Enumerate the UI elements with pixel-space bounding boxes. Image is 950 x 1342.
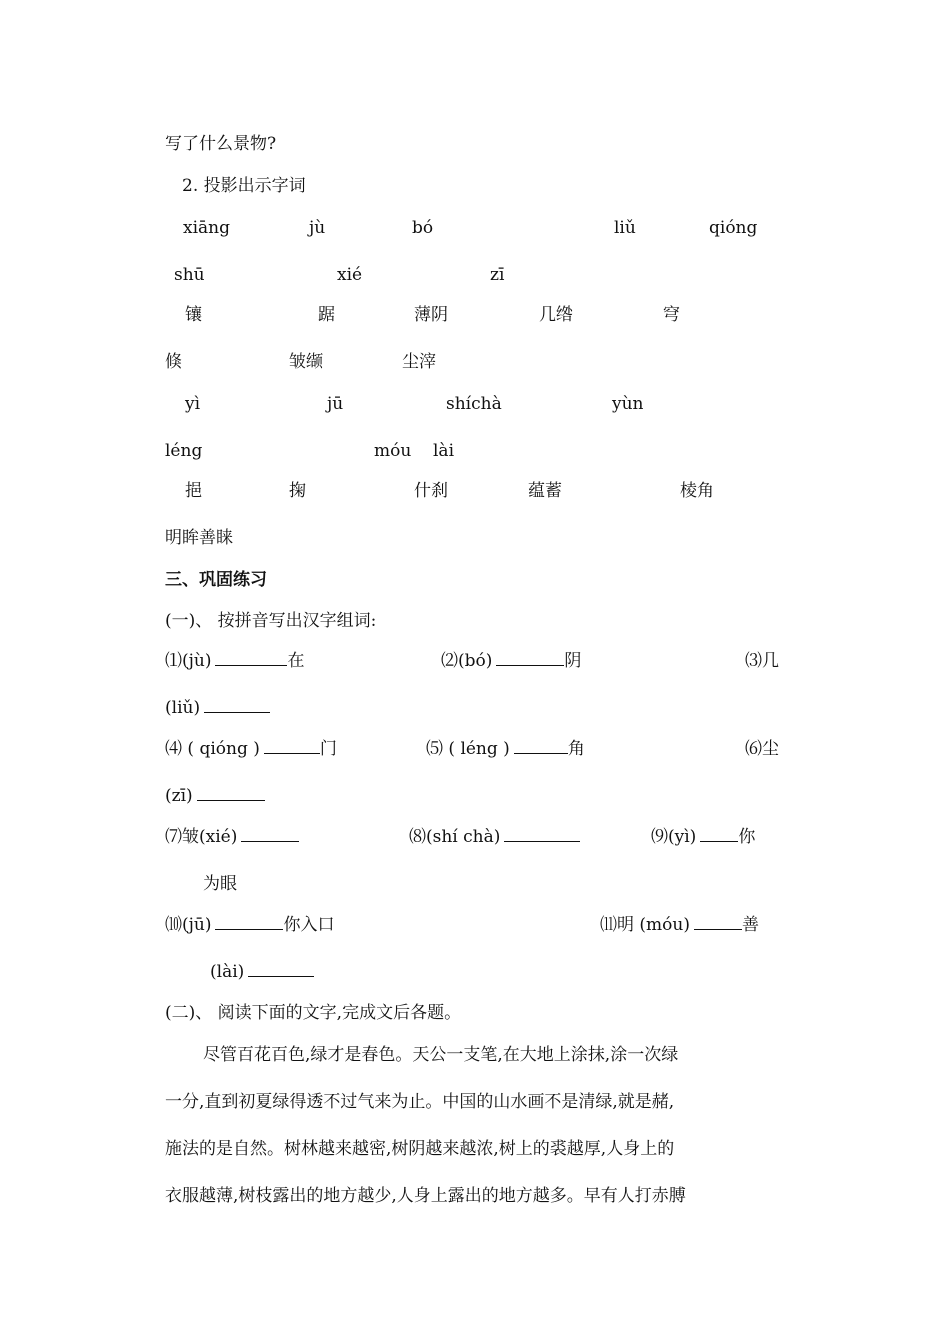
passage-line: 一分,直到初夏绿得透不过气来为止。中国的山水画不是清绿,就是赭, <box>165 1092 675 1112</box>
exercise-1 <box>165 651 304 671</box>
section-title: 三、巩固练习 <box>165 570 267 590</box>
char-zhouxie: 皱缬 <box>289 352 323 372</box>
exercise-6-pinyin: (zī) <box>165 786 193 806</box>
pinyin-xiang: xiāng <box>183 218 230 238</box>
pinyin-yi: yì <box>185 394 201 414</box>
exercise-11-pinyin: (lài) <box>210 962 245 982</box>
pinyin-xie: xié <box>337 265 363 285</box>
exercise-4-suffix: 门 <box>319 739 337 759</box>
exercise-11-cont <box>210 962 314 982</box>
exercise-3-cont <box>165 698 270 718</box>
char-ju: 踞 <box>318 305 335 325</box>
exercise-1-prefix: ⑴(jù) <box>165 651 212 671</box>
exercise-9 <box>651 827 755 847</box>
exercise-10-prefix: ⑽(jū) <box>165 915 212 935</box>
answer-blank-2[interactable] <box>496 651 564 666</box>
exercise-3: ⑶几 <box>745 651 779 671</box>
char-mingmou: 明眸善睐 <box>165 528 233 548</box>
exercise-1-suffix: 在 <box>287 651 305 671</box>
answer-blank-3[interactable] <box>204 698 270 713</box>
char-ju2: 掬 <box>289 481 306 501</box>
exercise-4 <box>165 739 337 759</box>
char-xiang: 镶 <box>185 305 202 325</box>
exercise-8 <box>409 827 580 847</box>
pinyin-liu: liǔ <box>614 218 636 238</box>
pinyin-ju: jù <box>309 218 326 238</box>
exercise-6: ⑹尘 <box>745 739 779 759</box>
exercise-2-suffix: 阴 <box>564 651 582 671</box>
answer-blank-11[interactable] <box>694 915 742 930</box>
exercise-8-prefix: ⑻(shí chà) <box>409 827 501 847</box>
exercise-9-prefix: ⑼(yì) <box>651 827 697 847</box>
char-qiong: 穹 <box>663 305 680 325</box>
pinyin-ju2: jū <box>327 394 344 414</box>
answer-blank-8[interactable] <box>504 827 580 842</box>
exercise-2-prefix: ⑵(bó) <box>441 651 493 671</box>
exercise-3-pinyin: (liǔ) <box>165 698 201 718</box>
answer-blank-7[interactable] <box>241 827 299 842</box>
pinyin-shicha: shíchà <box>446 394 502 414</box>
exercise-5 <box>426 739 585 759</box>
char-chenzi: 尘滓 <box>402 352 436 372</box>
pinyin-zi: zī <box>490 265 505 285</box>
char-boyin: 薄阴 <box>414 305 448 325</box>
exercise-7-prefix: ⑺皱(xié) <box>165 827 238 847</box>
passage-line: 施法的是自然。树林越来越密,树阴越来越浓,树上的裘越厚,人身上的 <box>165 1139 675 1159</box>
intro-question-line: 写了什么景物? <box>165 134 277 154</box>
pinyin-qiong: qióng <box>709 218 758 238</box>
pinyin-shu: shū <box>174 265 205 285</box>
char-yunxu: 蕴蓄 <box>528 481 562 501</box>
passage-line: 衣服越薄,树枝露出的地方越少,人身上露出的地方越多。早有人打赤膊 <box>165 1186 686 1206</box>
answer-blank-10[interactable] <box>215 915 283 930</box>
pinyin-bo: bó <box>412 218 434 238</box>
exercise-11-prefix: ⑾明 (móu) <box>600 915 690 935</box>
char-shicha: 什刹 <box>414 481 448 501</box>
part1-title: (一)、 按拼音写出汉字组词: <box>165 611 377 631</box>
char-yi: 挹 <box>185 481 202 501</box>
exercise-9-suffix: 你 <box>738 827 756 847</box>
pinyin-mou: móu <box>374 441 412 461</box>
answer-blank-9[interactable] <box>700 827 738 842</box>
step-heading: 2. 投影出示字词 <box>182 176 306 196</box>
exercise-10 <box>165 915 334 935</box>
exercise-7 <box>165 827 299 847</box>
answer-blank-5[interactable] <box>514 739 568 754</box>
pinyin-yun: yùn <box>612 394 644 414</box>
char-shu: 倏 <box>165 352 182 372</box>
exercise-4-prefix: ⑷ ( qióng ) <box>165 739 260 759</box>
exercise-5-suffix: 角 <box>567 739 585 759</box>
answer-blank-4[interactable] <box>264 739 320 754</box>
passage-line: 尽管百花百色,绿才是春色。天公一支笔,在大地上涂抹,涂一次绿 <box>203 1045 679 1065</box>
exercise-11-suffix: 善 <box>741 915 759 935</box>
exercise-6-cont <box>165 786 265 806</box>
exercise-9-cont: 为眼 <box>203 874 237 894</box>
pinyin-leng: léng <box>165 441 203 461</box>
part2-title: (二)、 阅读下面的文字,完成文后各题。 <box>165 1003 462 1023</box>
answer-blank-1[interactable] <box>215 651 287 666</box>
char-lengjiao: 棱角 <box>680 481 714 501</box>
exercise-2 <box>441 651 581 671</box>
answer-blank-12[interactable] <box>248 962 314 977</box>
answer-blank-6[interactable] <box>197 786 265 801</box>
pinyin-lai: lài <box>433 441 455 461</box>
exercise-5-prefix: ⑸ ( léng ) <box>426 739 510 759</box>
exercise-10-suffix: 你入口 <box>283 915 335 935</box>
char-jiliu: 几绺 <box>539 305 573 325</box>
exercise-11 <box>600 915 759 935</box>
